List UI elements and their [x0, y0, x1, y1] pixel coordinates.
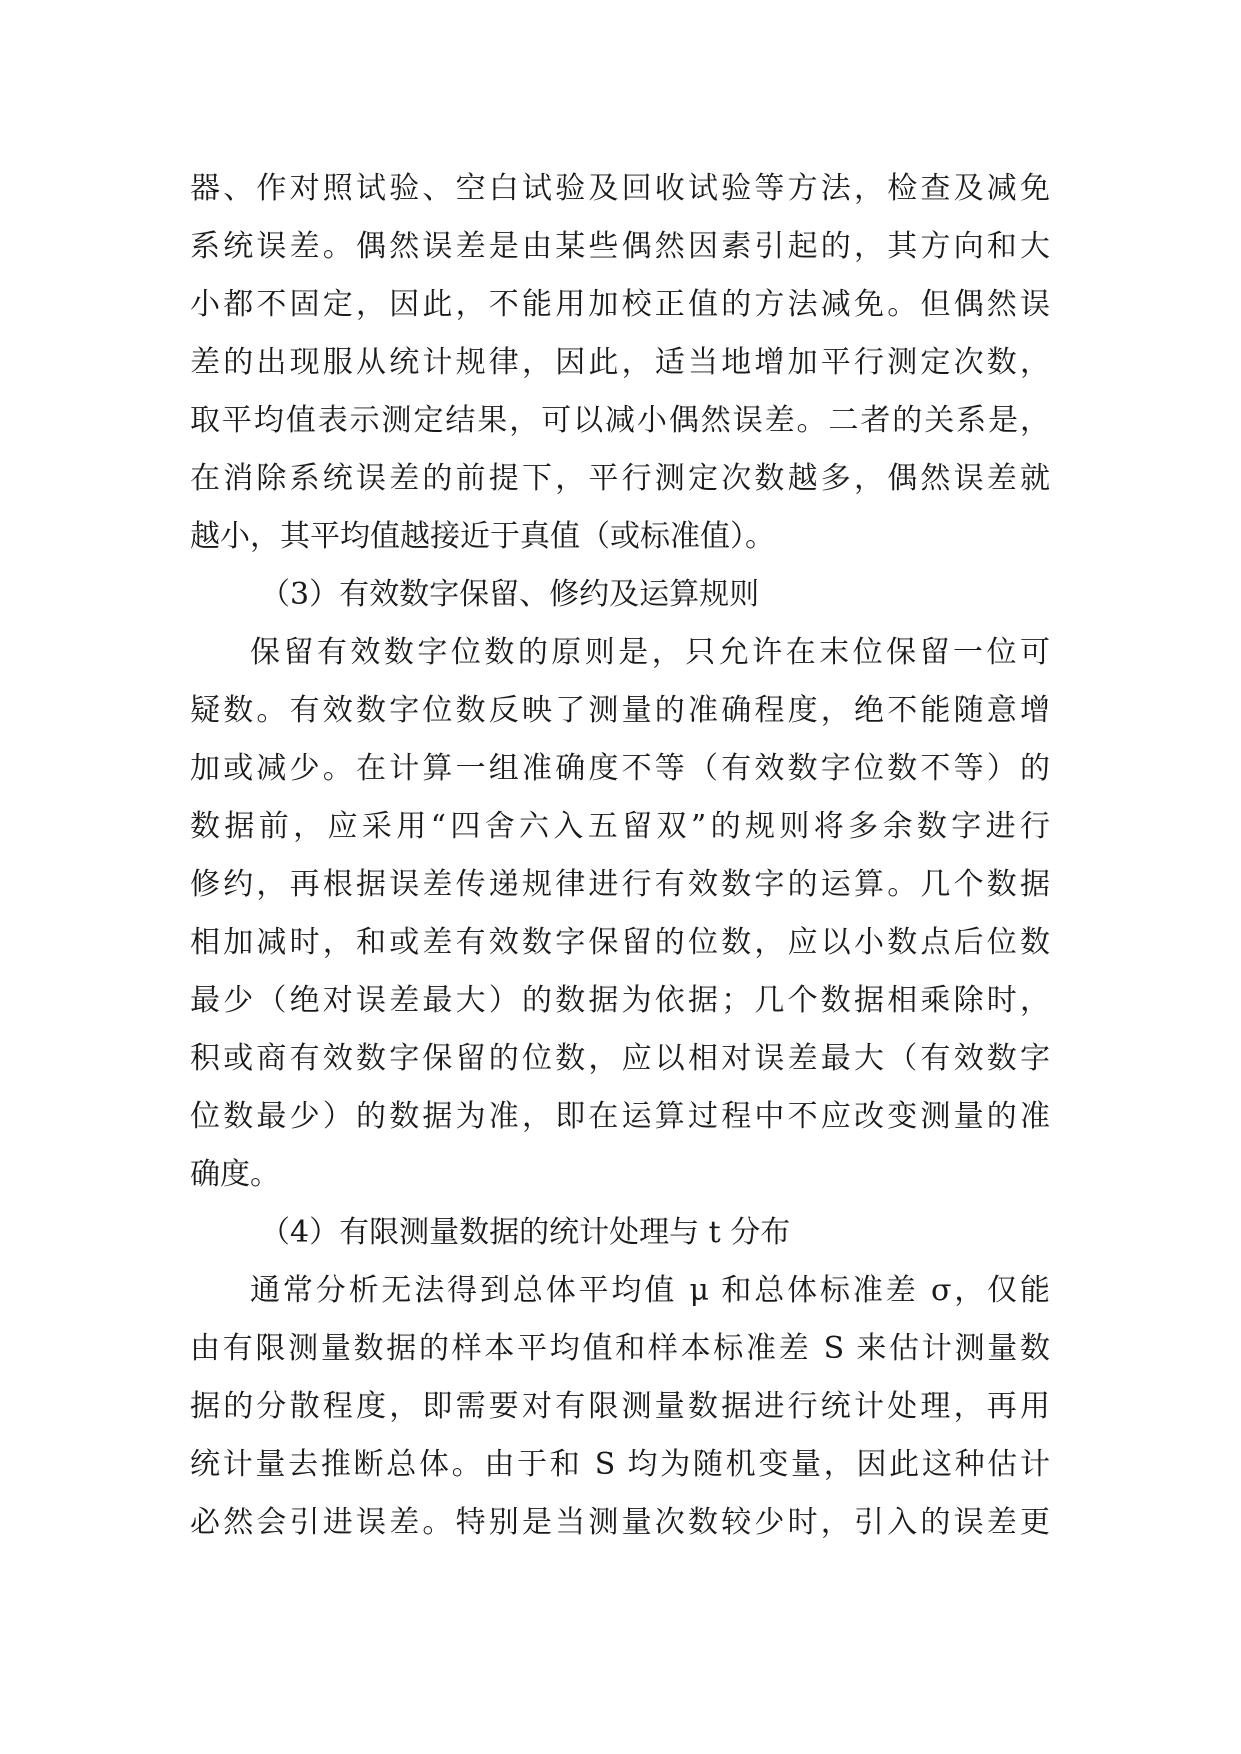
section-heading: （4）有限测量数据的统计处理与 t 分布 [260, 1215, 791, 1250]
text-line: 最少（绝对误差最大）的数据为依据；几个数据相乘除时， [190, 983, 1050, 1018]
text-line: 越小，其平均值越接近于真值（或标准值）。 [190, 519, 775, 554]
text-line: 数据前，应采用“四舍六入五留双”的规则将多余数字进行 [190, 809, 1050, 844]
text-line: 加或减少。在计算一组准确度不等（有效数字位数不等）的 [190, 751, 1050, 786]
text-line: 确度。 [190, 1157, 280, 1192]
text-line: 统计量去推断总体。由于和 S 均为随机变量，因此这种估计 [190, 1447, 1050, 1482]
text-line: 相加减时，和或差有效数字保留的位数，应以小数点后位数 [190, 925, 1050, 960]
text-line: 保留有效数字位数的原则是，只允许在末位保留一位可 [250, 635, 1050, 670]
section-heading: （3）有效数字保留、修约及运算规则 [260, 577, 760, 612]
text-line: 积或商有效数字保留的位数，应以相对误差最大（有效数字 [190, 1041, 1050, 1076]
text-line: 修约，再根据误差传递规律进行有效数字的运算。几个数据 [190, 867, 1050, 902]
text-line: 在消除系统误差的前提下，平行测定次数越多，偶然误差就 [190, 461, 1050, 496]
text-line: 由有限测量数据的样本平均值和样本标准差 S 来估计测量数 [190, 1331, 1050, 1366]
text-line: 位数最少）的数据为准，即在运算过程中不应改变测量的准 [190, 1099, 1050, 1134]
text-line: 系统误差。偶然误差是由某些偶然因素引起的，其方向和大 [190, 229, 1050, 264]
text-line: 疑数。有效数字位数反映了测量的准确程度，绝不能随意增 [190, 693, 1050, 728]
text-line: 差的出现服从统计规律，因此，适当地增加平行测定次数， [190, 345, 1050, 380]
text-line: 据的分散程度，即需要对有限测量数据进行统计处理，再用 [190, 1389, 1050, 1424]
text-line: 通常分析无法得到总体平均值 μ 和总体标准差 σ，仅能 [250, 1273, 1050, 1308]
text-line: 器、作对照试验、空白试验及回收试验等方法，检查及减免 [190, 171, 1050, 206]
text-line: 必然会引进误差。特别是当测量次数较少时，引入的误差更 [190, 1505, 1050, 1540]
text-line: 小都不固定，因此，不能用加校正值的方法减免。但偶然误 [190, 287, 1050, 322]
body-text [190, 160, 1050, 1552]
text-line: 取平均值表示测定结果，可以减小偶然误差。二者的关系是， [190, 403, 1050, 438]
